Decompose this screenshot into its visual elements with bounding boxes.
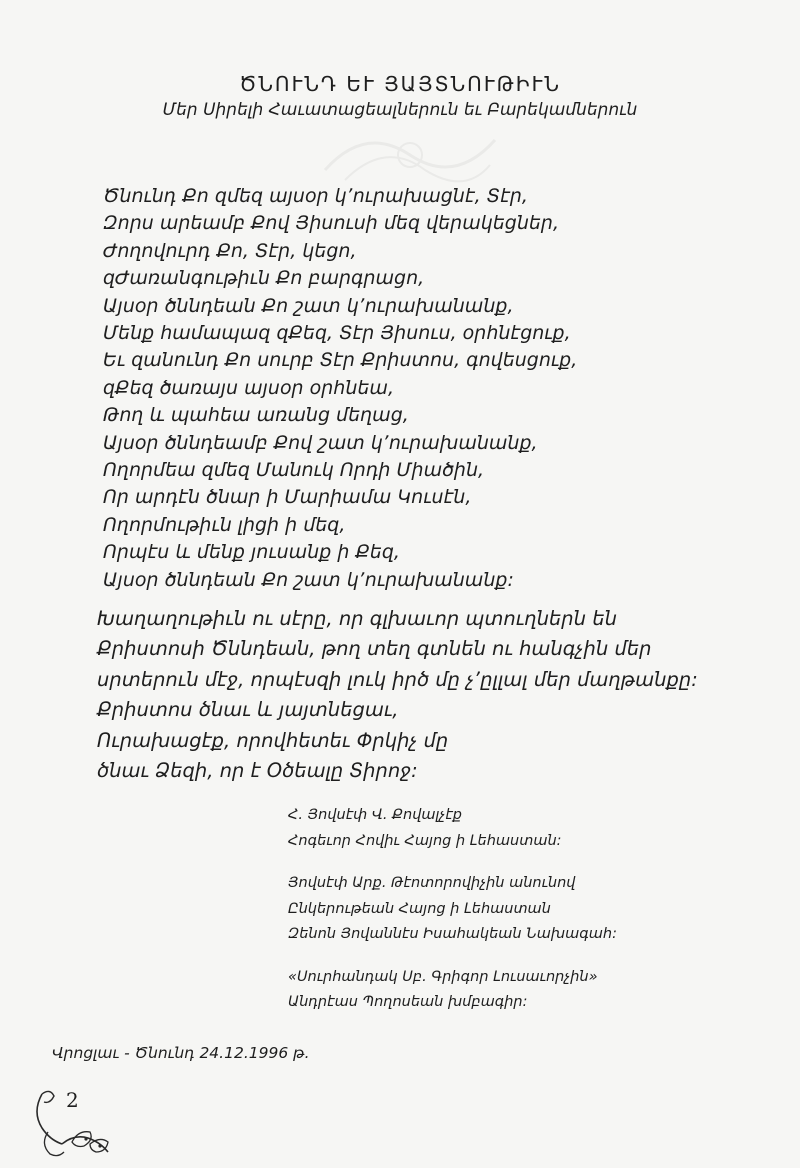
page-subtitle: Մեր Սիրելի Հաւատացեալներուն եւ Բարեկամներուն xyxy=(162,100,638,120)
prose-line: Քրիստոս ծնաւ և յայտնեցաւ, xyxy=(97,698,399,722)
poem-line: զԺառանգութիւն Քո բարգրացո, xyxy=(103,267,425,290)
poem-line: Զորս արեամբ Քով Յիսուսի մեզ վերակեցներ, xyxy=(103,212,560,235)
signature-section xyxy=(288,803,758,1033)
poem-line: Այսօր ծննդեամբ Քով շատ կ՚ուրախանանք, xyxy=(103,431,538,454)
poem-line: Այսօր ծննդեան Քո շատ կ՚ուրախանանք, xyxy=(103,294,514,317)
poem-line: Թող և պահեա առանց մեղաց, xyxy=(103,404,409,427)
signature-block xyxy=(288,871,758,948)
signature-line: Հ. Յովսէփ Վ. Քովալչէք xyxy=(288,807,463,823)
poem-line: Ողորմութիւն լիցի ի մեզ, xyxy=(103,513,346,536)
header xyxy=(0,72,800,120)
prose-line: ծնաւ Ձեզի, որ է Օծեալը Տիրոջ: xyxy=(97,759,418,783)
signature-line: Յովսէփ Արք. Թէոտորովիչին անունով xyxy=(288,875,576,891)
signature-block xyxy=(288,965,758,1016)
prose-paragraph xyxy=(97,604,737,786)
prose-line: Խաղաղութիւն ու սէրը, որ գլխաւոր պտուղներն են xyxy=(97,607,617,630)
poem-line: Այսօր ծննդեան Քո շատ կ՚ուրախանանք: xyxy=(103,568,514,591)
signature-line: Զենոն Յովաննէս Իսահակեան Նախագահ: xyxy=(288,926,617,942)
page-title: ԾՆՈՒՆԴ ԵՒ ՅԱՅՏՆՈՒԹԻՒՆ xyxy=(239,72,561,96)
poem-line: զՔեզ ծառայս այսօր օրհնեա, xyxy=(103,376,394,399)
poem-line: Ողորմեա զմեզ Մանուկ Որդի Միածին, xyxy=(103,459,485,482)
poem-line: Ժողովուրդ Քո, Տէր, կեցո, xyxy=(103,239,357,262)
prose-line: սրտերուն մէջ, որպէսզի լուկ իրծ մը չ՚ըլլալ մեր մաղթանքը: xyxy=(97,667,698,691)
signature-block xyxy=(288,803,758,854)
page-number: 2 xyxy=(66,1088,79,1112)
poem-line: Որպէս և մենք յուսանք ի Քեզ, xyxy=(103,541,400,564)
poem-line: Որ արդէն ծնար ի Մարիամա Կուսէն, xyxy=(103,486,472,509)
signature-line: Հոգեւոր Հովիւ Հայոց ի Լեհաստան: xyxy=(288,832,562,849)
poem-line: Ծնունդ Քո զմեզ այսօր կ՚ուրախացնէ, Տէր, xyxy=(103,185,528,207)
signature-line: Ընկերութեան Հայոց ի Լեհաստան xyxy=(288,900,551,917)
poem-line: Եւ զանունդ Քո սուրբ Տէր Քրիստոս, գովեսցուք, xyxy=(103,349,578,372)
prose-line: Ուրախացէք, որովհետեւ Փրկիչ մը xyxy=(97,728,449,752)
signature-line: «Սուրհանդակ Սբ. Գրիգոր Լուսաւորչին» xyxy=(288,968,598,985)
signature-line: Անդրէաս Պողոսեան խմբագիր: xyxy=(288,994,528,1010)
prose-line: Քրիստոսի Ծննդեան, թող տեղ գտնեն ու հանգչին մեր xyxy=(97,637,652,661)
faded-watermark xyxy=(315,120,505,190)
footer-date: Վրոցլաւ - Ծնունդ 24.12.1996 թ. xyxy=(52,1044,310,1062)
poem xyxy=(103,183,703,594)
poem-line: Մենք համապազ զՔեզ, Տէր Յիսուս, օրհնէցուք, xyxy=(103,322,571,345)
